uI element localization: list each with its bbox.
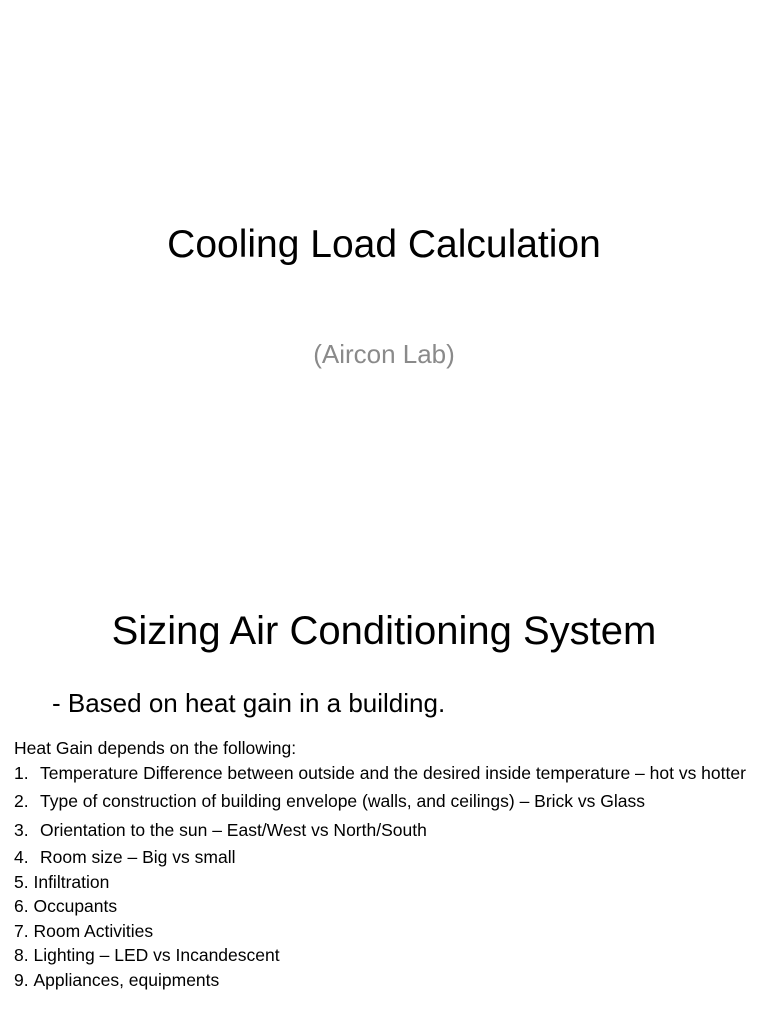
list-item xyxy=(14,761,754,786)
list-item xyxy=(14,845,754,870)
heat-gain-factor-list xyxy=(14,761,754,993)
list-item-number: 3. xyxy=(14,819,29,840)
list-item xyxy=(14,789,754,814)
list-item-text: Lighting – LED vs Incandescent xyxy=(33,945,280,965)
list-item xyxy=(14,818,754,843)
list-item-text: Room Activities xyxy=(33,920,154,941)
list-item-text: Type of construction of building envelope (walls, and ceilings) – Brick vs Glass xyxy=(40,791,646,811)
slide-subtitle: (Aircon Lab) xyxy=(313,339,455,369)
list-item xyxy=(14,919,754,944)
list-item-number: 2. xyxy=(14,791,29,811)
list-item-text: Appliances, equipments xyxy=(33,969,220,990)
section-title: Sizing Air Conditioning System xyxy=(111,609,657,653)
list-item-text: Occupants xyxy=(33,896,118,916)
list-item xyxy=(14,968,754,993)
list-item xyxy=(14,894,754,919)
list-item-number: 7. xyxy=(14,920,34,941)
list-item-number: 1. xyxy=(14,762,29,783)
list-item-text: Room size – Big vs small xyxy=(40,847,236,867)
list-intro: Heat Gain depends on the following: xyxy=(14,738,297,758)
list-item-text: Infiltration xyxy=(33,871,110,892)
list-item xyxy=(14,870,754,895)
list-item-number: 4. xyxy=(14,847,29,867)
slide-title: Cooling Load Calculation xyxy=(167,223,601,266)
list-item-number: 5. xyxy=(14,871,34,892)
bullet-point: - Based on heat gain in a building. xyxy=(52,688,446,718)
list-item-text: Temperature Difference between outside and the desired inside temperature – hot vs hotter xyxy=(40,762,746,783)
list-item-text: Orientation to the sun – East/West vs North/South xyxy=(40,819,427,840)
list-item-number: 9. xyxy=(14,969,34,990)
list-item xyxy=(14,943,754,968)
heat-gain-list-section xyxy=(14,736,754,992)
list-item-number: 6. xyxy=(14,896,34,916)
list-item-number: 8. xyxy=(14,945,34,965)
